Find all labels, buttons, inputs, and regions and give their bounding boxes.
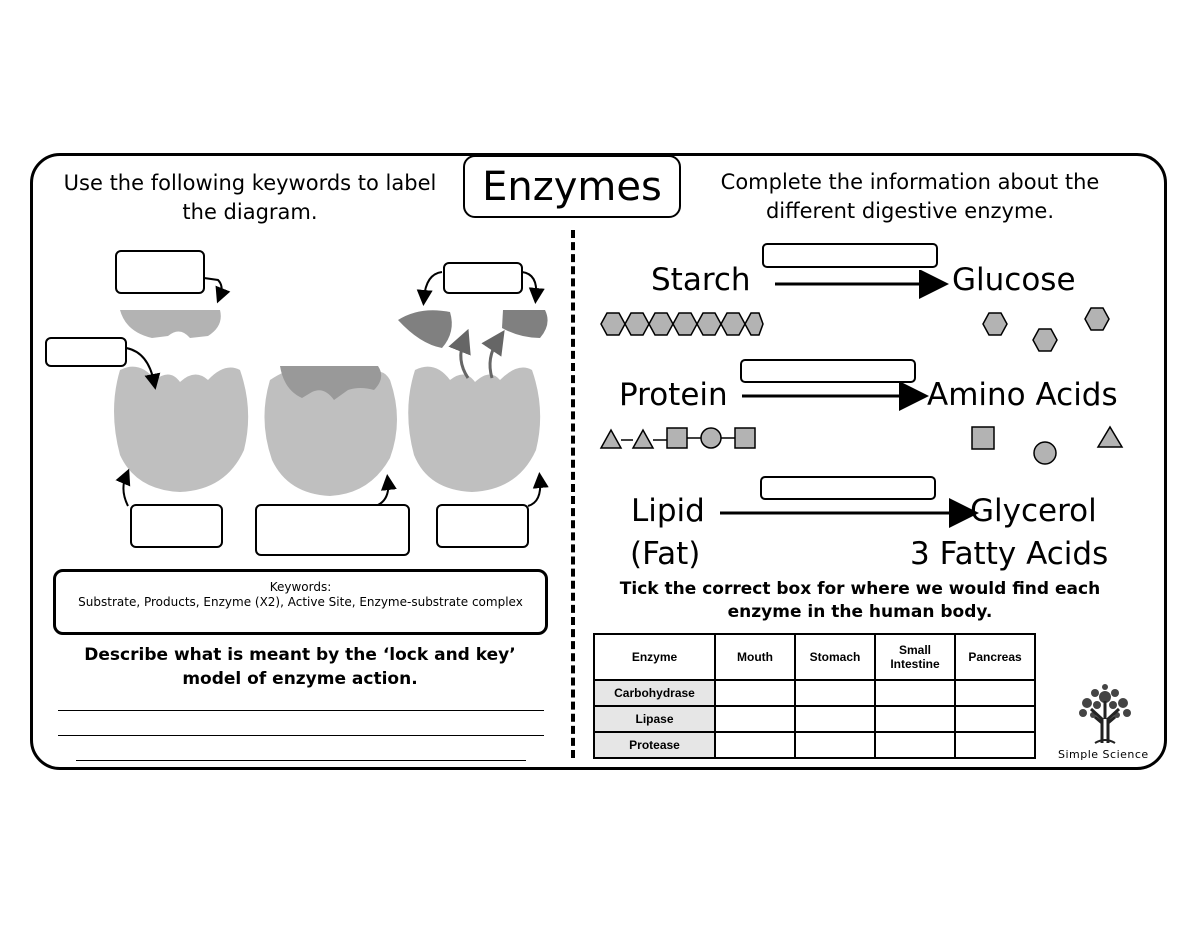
product-shape-2 bbox=[502, 310, 548, 338]
table-row-label: Protease bbox=[594, 732, 715, 758]
tick-box[interactable] bbox=[795, 732, 875, 758]
diagram-label-box-3[interactable] bbox=[443, 262, 523, 294]
tick-box[interactable] bbox=[795, 706, 875, 732]
enzyme-shape bbox=[114, 367, 248, 492]
table-row-label: Lipase bbox=[594, 706, 715, 732]
table-header: Small Intestine bbox=[875, 634, 955, 680]
protein-label: Protein bbox=[619, 377, 728, 413]
left-instruction: Use the following keywords to label the diagram. bbox=[63, 171, 437, 224]
table-header: Enzyme bbox=[594, 634, 715, 680]
tick-box[interactable] bbox=[875, 680, 955, 706]
right-instruction: Complete the information about the different digestive enzyme. bbox=[720, 170, 1100, 223]
enzyme-shape-2 bbox=[408, 367, 540, 492]
glycerol-label: Glycerol bbox=[970, 493, 1097, 529]
diagram-label-box-1[interactable] bbox=[115, 250, 205, 294]
tick-box[interactable] bbox=[875, 706, 955, 732]
page-title: Enzymes bbox=[463, 155, 681, 218]
glucose-label: Glucose bbox=[952, 262, 1076, 298]
lipid-label: Lipid bbox=[631, 493, 705, 529]
table-header: Pancreas bbox=[955, 634, 1035, 680]
tick-box[interactable] bbox=[795, 680, 875, 706]
keywords-box bbox=[53, 569, 548, 635]
table-row-label: Carbohydrase bbox=[594, 680, 715, 706]
diagram-label-box-5[interactable] bbox=[255, 504, 410, 556]
tick-box[interactable] bbox=[955, 732, 1035, 758]
answer-line[interactable] bbox=[58, 710, 544, 711]
fatty-acids-label: 3 Fatty Acids bbox=[910, 536, 1109, 572]
answer-line[interactable] bbox=[76, 760, 526, 761]
answer-line[interactable] bbox=[58, 735, 544, 736]
tick-box[interactable] bbox=[955, 680, 1035, 706]
table-row bbox=[594, 706, 1035, 732]
enzyme-location-table bbox=[593, 633, 1036, 759]
logo-text: Simple Science bbox=[1058, 748, 1149, 761]
table-header: Mouth bbox=[715, 634, 795, 680]
section-divider bbox=[571, 230, 575, 758]
starch-label: Starch bbox=[651, 262, 751, 298]
tick-box[interactable] bbox=[715, 706, 795, 732]
keywords-list: Substrate, Products, Enzyme (X2), Active Site, Enzyme-substrate complex bbox=[78, 595, 523, 609]
tick-question: Tick the correct box for where we would find each enzyme in the human body. bbox=[619, 579, 1101, 622]
diagram-label-box-4[interactable] bbox=[130, 504, 223, 548]
tree-logo-icon bbox=[1075, 683, 1135, 745]
substrate-shape bbox=[120, 310, 221, 338]
enzyme-name-blank-1[interactable] bbox=[762, 243, 938, 268]
tick-box[interactable] bbox=[875, 732, 955, 758]
table-header: Stomach bbox=[795, 634, 875, 680]
tick-box[interactable] bbox=[715, 732, 795, 758]
digestion-molecules-diagram bbox=[595, 270, 1140, 530]
fat-label: (Fat) bbox=[630, 536, 701, 572]
amino-acids-label: Amino Acids bbox=[927, 377, 1118, 413]
tick-box[interactable] bbox=[715, 680, 795, 706]
lock-and-key-question: Describe what is meant by the ‘lock and key’ model of enzyme action. bbox=[84, 645, 516, 689]
table-row bbox=[594, 680, 1035, 706]
table-row bbox=[594, 732, 1035, 758]
diagram-label-box-2[interactable] bbox=[45, 337, 127, 367]
diagram-label-box-6[interactable] bbox=[436, 504, 529, 548]
keywords-heading: Keywords: bbox=[269, 580, 332, 594]
tick-box[interactable] bbox=[955, 706, 1035, 732]
product-shape-1 bbox=[398, 310, 452, 348]
table-header-row bbox=[594, 634, 1035, 680]
